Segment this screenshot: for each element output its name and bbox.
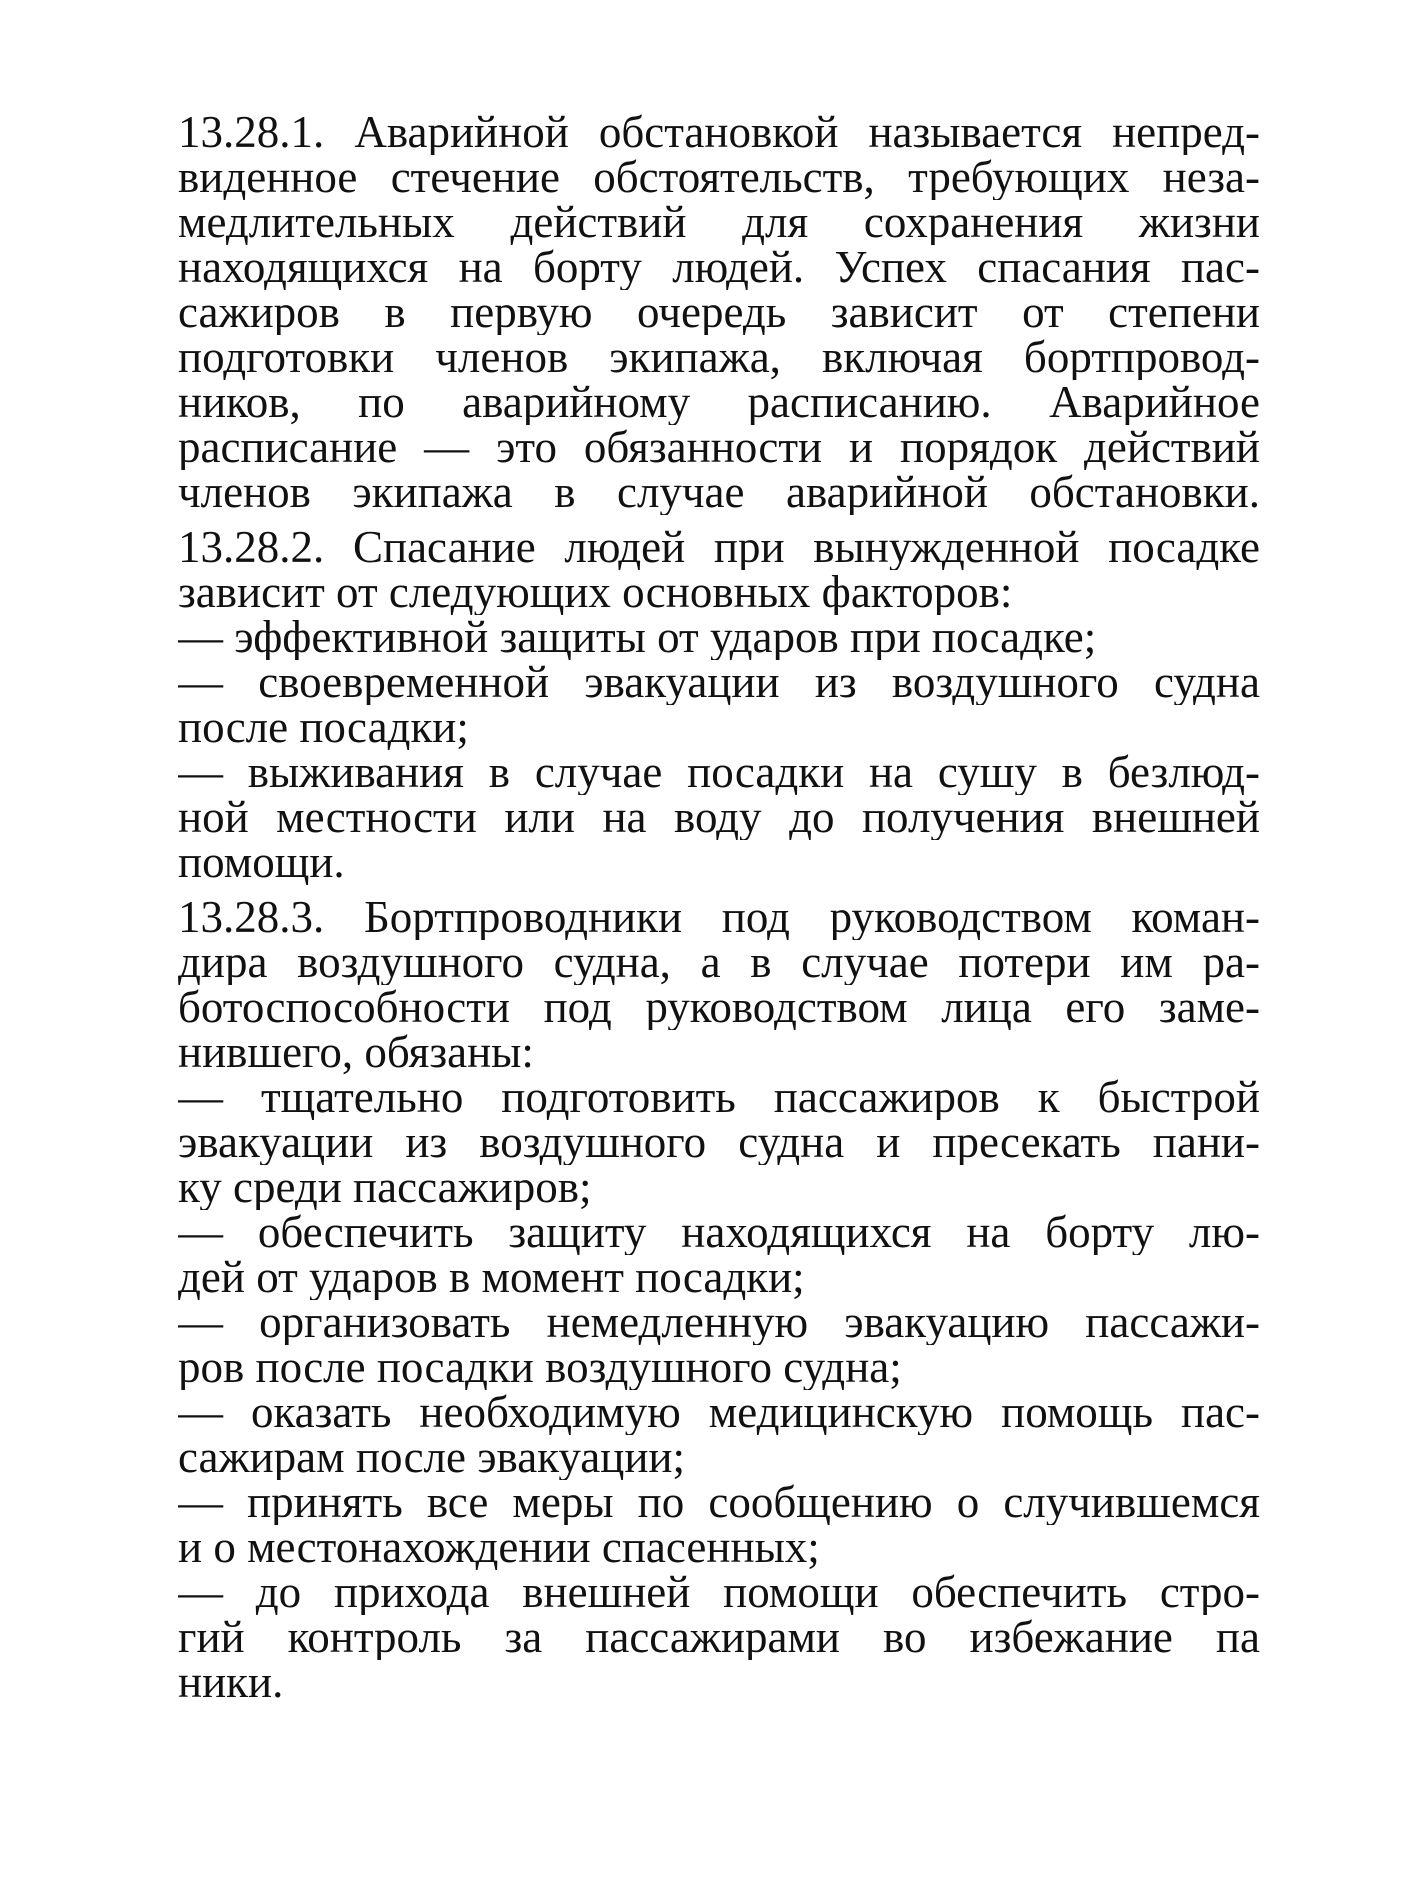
paragraph-13-28-1 bbox=[178, 110, 1260, 515]
list-item-survival bbox=[178, 750, 1260, 885]
paragraph-13-28-2 bbox=[178, 525, 1260, 615]
text-line: медлительных действий для сохранения жизни bbox=[178, 200, 1260, 245]
text-line: эвакуации из воздушного судна и пресекать пани- bbox=[178, 1120, 1260, 1165]
text-line: — своевременной эвакуации из воздушного судна bbox=[178, 660, 1260, 705]
list-item-medical-aid bbox=[178, 1390, 1260, 1480]
text-line: ники. bbox=[178, 1660, 284, 1705]
text-line: расписание — это обязанности и порядок действий bbox=[178, 425, 1260, 470]
text-line: — эффективной защиты от ударов при посадке; bbox=[178, 615, 1097, 660]
list-item-strict-control bbox=[178, 1570, 1260, 1705]
text-line: гий контроль за пассажирами во избежание па bbox=[178, 1615, 1260, 1660]
list-item-impact-protection bbox=[178, 615, 1260, 660]
text-line: 13.28.2. Спасание людей при вынужденной посадке bbox=[178, 525, 1260, 570]
text-line: — до прихода внешней помощи обеспечить стро- bbox=[178, 1570, 1260, 1615]
text-line: ку среди пассажиров; bbox=[178, 1165, 592, 1210]
paragraph-13-28-3 bbox=[178, 895, 1260, 1075]
text-line: — выживания в случае посадки на сушу в безлюд- bbox=[178, 750, 1260, 795]
list-item-organize-evacuation bbox=[178, 1300, 1260, 1390]
text-line: 13.28.3. Бортпроводники под руководством коман- bbox=[178, 895, 1260, 940]
text-line: и о местонахождении спасенных; bbox=[178, 1525, 820, 1570]
list-item-timely-evacuation bbox=[178, 660, 1260, 750]
text-line: — оказать необходимую медицинскую помощь пас- bbox=[178, 1390, 1260, 1435]
text-line: — организовать немедленную эвакуацию пассажи- bbox=[178, 1300, 1260, 1345]
text-line: подготовки членов экипажа, включая бортпровод- bbox=[178, 335, 1260, 380]
text-line: нившего, обязаны: bbox=[178, 1030, 534, 1075]
text-line: дира воздушного судна, а в случае потери им ра- bbox=[178, 940, 1260, 985]
text-line: находящихся на борту людей. Успех спасания пас- bbox=[178, 245, 1260, 290]
text-line: виденное стечение обстоятельств, требующих неза- bbox=[178, 155, 1260, 200]
text-line: ботоспособности под руководством лица его заме- bbox=[178, 985, 1260, 1030]
text-line: сажиров в первую очередь зависит от степени bbox=[178, 290, 1260, 335]
text-line: помощи. bbox=[178, 840, 345, 885]
text-line: — принять все меры по сообщению о случившемся bbox=[178, 1480, 1260, 1525]
text-line: ников, по аварийному расписанию. Аварийное bbox=[178, 380, 1260, 425]
text-line: членов экипажа в случае аварийной обстановки. bbox=[178, 470, 1260, 515]
text-line: — обеспечить защиту находящихся на борту лю- bbox=[178, 1210, 1260, 1255]
text-line: дей от ударов в момент посадки; bbox=[178, 1255, 805, 1300]
list-item-report-incident bbox=[178, 1480, 1260, 1570]
text-column bbox=[178, 110, 1260, 1705]
list-item-prepare-passengers bbox=[178, 1075, 1260, 1210]
text-line: зависит от следующих основных факторов: bbox=[178, 570, 1013, 615]
text-line: — тщательно подготовить пассажиров к быстрой bbox=[178, 1075, 1260, 1120]
text-line: ров после посадки воздушного судна; bbox=[178, 1345, 902, 1390]
text-line: после посадки; bbox=[178, 705, 469, 750]
list-item-ensure-protection bbox=[178, 1210, 1260, 1300]
text-line: сажирам после эвакуации; bbox=[178, 1435, 686, 1480]
text-line: ной местности или на воду до получения внешней bbox=[178, 795, 1260, 840]
text-line: 13.28.1. Аварийной обстановкой называется непред- bbox=[178, 110, 1260, 155]
